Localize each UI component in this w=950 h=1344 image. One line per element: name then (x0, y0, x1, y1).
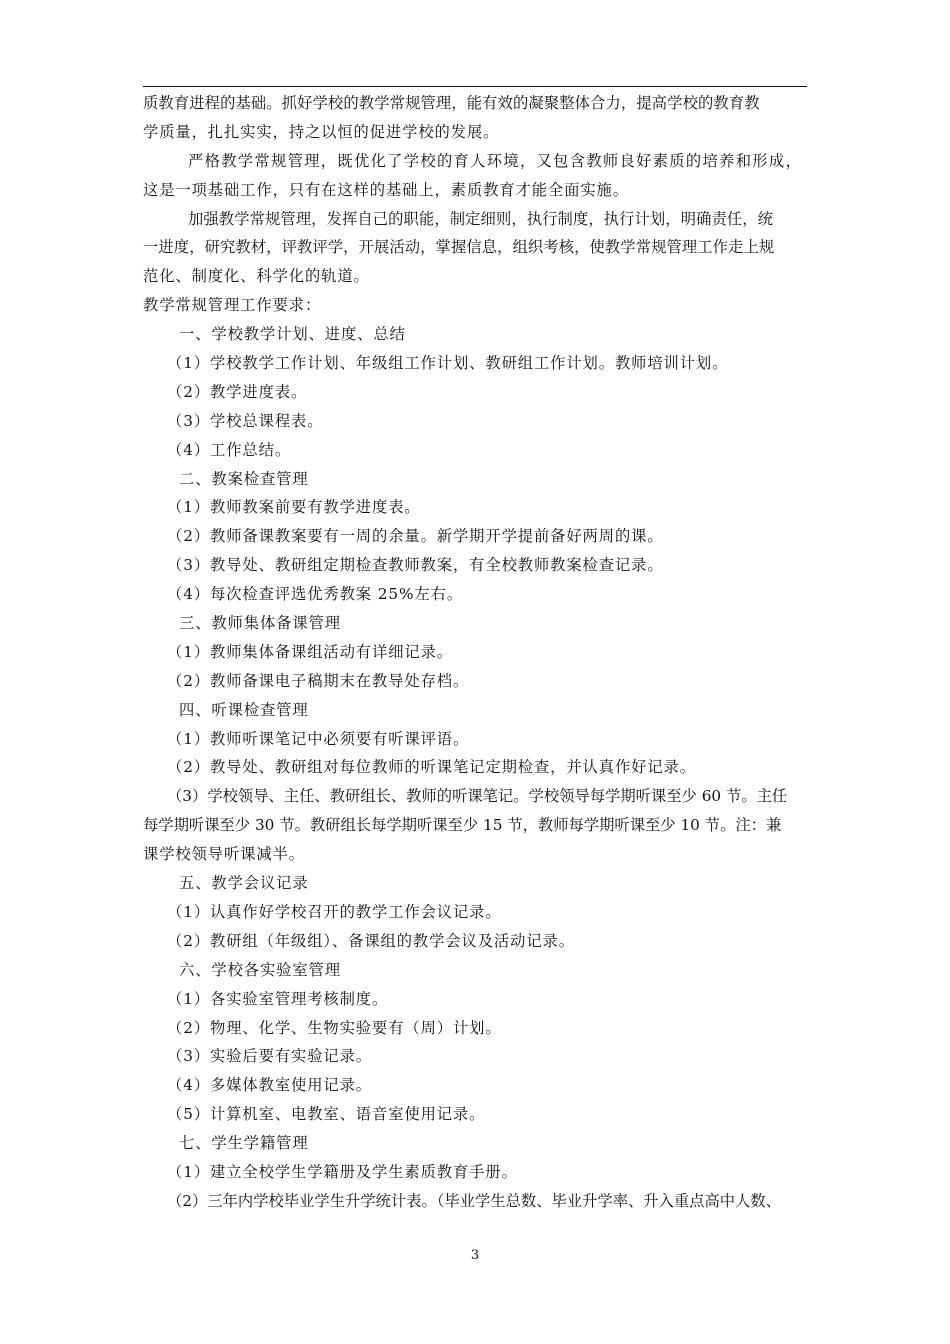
text-line: （2）教师备课电子稿期末在教导处存档。 (167, 671, 470, 690)
text-line: 七、学生学籍管理 (179, 1134, 309, 1153)
text-line: （3）实验后要有实验记录。 (167, 1047, 372, 1066)
text-line: 加强教学常规管理，发挥自己的职能，制定细则，执行制度，执行计划，明确责任，统 (188, 209, 774, 228)
text-line: 课学校领导听课减半。 (143, 845, 305, 864)
text-line: 六、学校各实验室管理 (179, 960, 341, 979)
text-line: （4）多媒体教室使用记录。 (167, 1076, 372, 1095)
text-line: 每学期听课至少 30 节。教研组长每学期听课至少 15 节，教师每学期听课至少 10 节。注：兼 (143, 816, 782, 835)
text-line: 三、教师集体备课管理 (179, 614, 341, 633)
text-line: 这是一项基础工作，只有在这样的基础上，素质教育才能全面实施。 (143, 180, 629, 199)
text-line: （3）学校领导、主任、教研组长、教师的听课笔记。学校领导每学期听课至少 60 节。主任 (167, 787, 788, 806)
text-line: （4）工作总结。 (167, 440, 292, 459)
text-line: （3）学校总课程表。 (167, 411, 324, 430)
text-line: 质教育进程的基础。抓好学校的教学常规管理，能有效的凝聚整体合力，提高学校的教育教 (143, 94, 760, 112)
text-line: （2）教导处、教研组对每位教师的听课笔记定期检查，并认真作好记录。 (167, 758, 696, 777)
text-line: 教学常规管理工作要求： (143, 296, 322, 315)
text-line: 五、教学会议记录 (179, 874, 309, 893)
text-line: （2）教研组（年级组）、备课组的教学会议及活动记录。 (167, 931, 575, 950)
text-line: （1）各实验室管理考核制度。 (167, 989, 389, 1008)
text-line: 一进度，研究教材，评教评学，开展活动，掌握信息，组织考核，使教学常规管理工作走上规 (143, 238, 775, 257)
text-line: （2）教师备课教案要有一周的余量。新学期开学提前备好两周的课。 (167, 527, 664, 546)
text-line: （1）教师听课笔记中必须要有听课评语。 (167, 729, 470, 748)
page-number: 3 (470, 1248, 480, 1263)
text-line: （1）教师集体备课组活动有详细记录。 (167, 642, 453, 661)
text-line: （5）计算机室、电教室、语音室使用记录。 (167, 1105, 486, 1124)
text-line: （2）物理、化学、生物实验要有（周）计划。 (167, 1018, 502, 1037)
text-line: （1）认真作好学校召开的教学工作会议记录。 (167, 902, 502, 921)
text-line: （1）学校教学工作计划、年级组工作计划、教研组工作计划。教师培训计划。 (167, 354, 729, 373)
text-line: （1）建立全校学生学籍册及学生素质教育手册。 (167, 1162, 518, 1181)
text-line: 四、听课检查管理 (179, 700, 309, 719)
text-line: （2）三年内学校毕业学生升学统计表。（毕业学生总数、毕业升学率、升入重点高中人数、 (167, 1191, 781, 1210)
text-line: 严格教学常规管理，既优化了学校的育人环境，又包含教师良好素质的培养和形成， (188, 151, 803, 170)
text-line: 范化、制度化、科学化的轨道。 (143, 267, 370, 286)
text-line: 一、学校教学计划、进度、总结 (179, 325, 406, 344)
text-line: （3）教导处、教研组定期检查教师教案，有全校教师教案检查记录。 (167, 556, 664, 575)
text-line: 二、教案检查管理 (179, 469, 309, 488)
header-rule (143, 86, 807, 87)
text-line: （2）教学进度表。 (167, 382, 308, 401)
document-body (143, 89, 807, 1216)
text-line: （1）教师教案前要有教学进度表。 (167, 498, 421, 517)
text-line: （4）每次检查评选优秀教案 25%左右。 (167, 585, 464, 604)
text-line: 学质量，扎扎实实，持之以恒的促进学校的发展。 (143, 122, 500, 141)
